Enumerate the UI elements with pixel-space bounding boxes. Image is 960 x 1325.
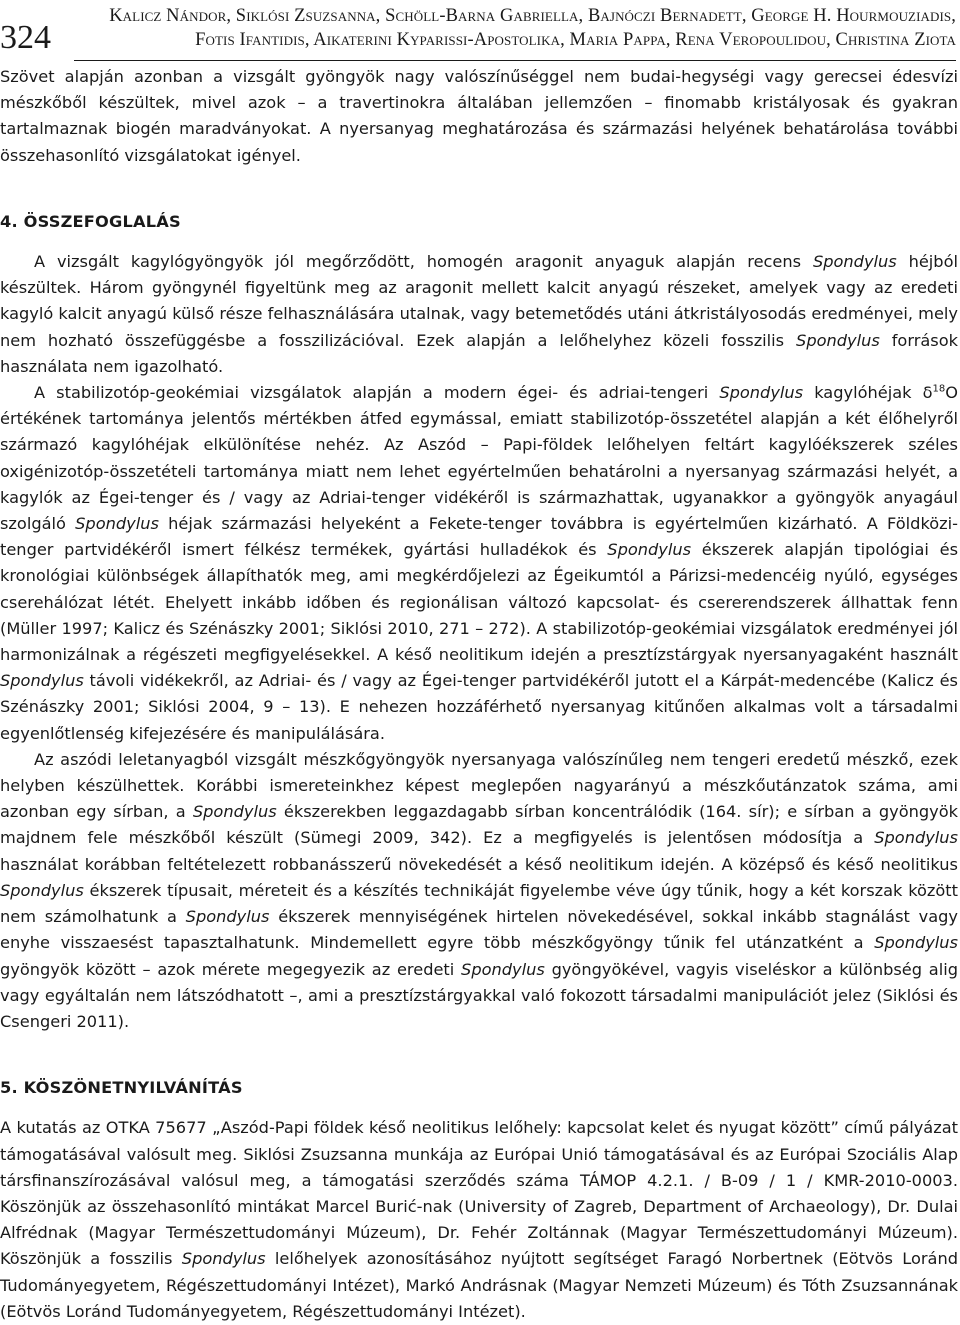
summary-paragraph-3: Az aszódi leletanyagból vizsgált mészkőgyöngyök nyersanyaga valószínűleg nem tengeri eredetű mészkő, ezek helyben készülhettek. Korábbi ismereteinkhez képest meglepően nagyarányú a mészkőutánzatok száma, ami azonban egy sírban, a Spondylus ékszerekben leggazdagabb sírban koncentrálódik (164. sír); e sírban a gyöngyök majdnem fele mészkőből készült (Sümegi 2009, 342). Ez a megfigyelés is jelentősen módosítja a Spondylus használat korábban feltételezett robbanásszerű növekedését a késő neolitikum idején. A középső és késő neolitikus Spondylus ékszerek típusait, méreteit és a készítés technikáját figyelembe véve úgy tűnik, hogy a két korszak között nem számolhatunk a Spondylus ékszerek mennyiségének hirtelen növekedésével, sokkal inkább stagnálást vagy enyhe visszaesést tapasztalhatunk. Mindemellett egyre több mészkőgyöngy tűnik fel utánzatként a Spondylus gyöngyök között – azok mérete megegyezik az eredeti Spondylus gyöngyökével, vagyis viseléskor a különbség alig vagy egyáltalán nem látszódhatott –, ami a presztízstárgyakkal való fokozott társadalmi manipulációt jelez (Siklósi és Csengeri 2011). bbox=[0, 749, 958, 1031]
taxon-name: Spondylus bbox=[874, 828, 958, 848]
header-rule bbox=[74, 60, 956, 61]
taxon-name: Spondylus bbox=[719, 383, 804, 403]
taxon-name: Spondylus bbox=[192, 802, 277, 822]
taxon-name: Spondylus bbox=[812, 252, 897, 272]
page-body bbox=[0, 64, 958, 1325]
acknowledgements-paragraph: A kutatás az OTKA 75677 „Aszód-Papi földek késő neolitikus lelőhely: kapcsolat kelet és nyugat között” című pályázat támogatásával valósult meg. Siklósi Zsuzsanna munkája az Európai Unió támogatásával és az Európai Szociális Alap társfinanszírozásával valósul meg, a támogatási szerződés száma TÁMOP 4.2.1. / B-09 / 1 / KMR-2010-0003. Köszönjük az összehasonlító mintákat Marcel Burić-nak (University of Zagreb, Department of Archaeology), Dr. Dulai Alfrédnak (Magyar Természettudományi Múzeum), Dr. Fehér Zoltánnak (Magyar Természettudományi Múzeum). Köszönjük a fosszilis Spondylus lelőhelyek azonosításához nyújtott segítséget Faragó Norbertnek (Eötvös Loránd Tudományegyetem, Régészettudományi Intézet), Markó Andrásnak (Magyar Nemzeti Múzeum) és Tóth Zsuzsannának (Eötvös Loránd Tudományegyetem, Régészettudományi Intézet). bbox=[0, 1118, 959, 1321]
taxon-name: Spondylus bbox=[607, 540, 692, 560]
taxon-name: Spondylus bbox=[75, 514, 159, 534]
summary-paragraph-2: A stabilizotóp-geokémiai vizsgálatok alapján a modern égei- és adriai-tengeri Spondylus kagylóhéjak $\delta^{18}O$ értékének tartománya jelentős mértékben átfed egymással, emiatt stabilizotóp-összetétel alapján a két élőhelyről származó kagylóhéjak elkülönítése nehéz. Az Aszód – Papi-földek lelőhelyen feltárt kagylóékszerek széles oxigénizotóp-összetételi tartománya miatt nem lehet egyértelműen behatárolni a nyersanyag származási helyét, a kagylók az Égei-tenger és / vagy az Adriai-tenger vidékéről is származhattak, ugyanakkor a gyöngyök anyagául szolgáló Spondylus héjak származási helyeként a Fekete-tenger továbbra is egyértelműen kizárható. A Földközi-tenger partvidékéről ismert félkész termékek, gyártási hulladékok és Spondylus ékszerek alapján tipológiai és kronológiai különbségek állapíthatók meg, ami megkérdőjelezi az Égeikumtól a Párizsi-medencéig nyúló, egységes cserehálózat létét. Ehelyett inkább időben és regionálisan változó kapcsolat- és csererendszerek állhattak fenn (Müller 1997; Kalicz és Szénászky 2001; Siklósi 2010, 271 – 272). A stabilizotóp-geokémiai vizsgálatok eredményei jól harmonizálnak a régészeti megfigyelésekkel. A késő neolitikum idején a presztízstárgyak nyersanyagaként használt Spondylus távoli vidékekről, az Adriai- és / vagy az Égei-tenger partvidékéről jutott el a Kárpát-medencébe (Kalicz és Szénászky 2001; Siklósi 2004, 9 – 13). E nehezen hozzáférhető nyersanyag kitűnően alkalmas volt a társadalmi egyenlőtlenség kifejezésére és manipulálására. bbox=[0, 383, 958, 743]
taxon-name: Spondylus bbox=[185, 907, 270, 927]
isotope-superscript: 18 bbox=[932, 383, 946, 395]
taxon-name: Spondylus bbox=[874, 933, 958, 953]
taxon-name: Spondylus bbox=[796, 330, 880, 350]
summary-paragraph-1: A vizsgált kagylógyöngyök jól megőrződött, homogén aragonit anyaguk alapján recens Spondylus héjból készültek. Három gyöngynél figyeltünk meg az aragonit mellett kalcit anyagú részeket, amelyek vagy az eredeti kagyló kalcit anyagú külső része felhasználására utalnak, vagy betemetődés utáni átkristályosodás eredményei, mely nem hozható összefüggésbe a fosszilizációval. Ezek alapján a lelőhelyhez közeli fosszilis Spondylus források használata nem igazolható. bbox=[0, 252, 958, 376]
taxon-name: Spondylus bbox=[461, 959, 545, 979]
taxon-name: Spondylus bbox=[0, 671, 84, 691]
authors-line-1: Kalicz Nándor, Siklósi Zsuzsanna, Schöll-Barna Gabriella, Bajnóczi Bernadett, George H. Hourmouziadis, bbox=[109, 6, 956, 26]
section-heading-acknowledgements: 5. KÖSZÖNETNYILVÁNÍTÁS bbox=[0, 1078, 243, 1098]
taxon-name: Spondylus bbox=[181, 1249, 266, 1269]
running-header-authors bbox=[74, 4, 956, 52]
section-heading-summary: 4. ÖSSZEFOGLALÁS bbox=[0, 211, 181, 231]
taxon-name: Spondylus bbox=[0, 880, 84, 900]
intro-paragraph: Szövet alapján azonban a vizsgált gyöngyök nagy valószínűséggel nem budai-hegységi vagy gerecsei édesvízi mészkőből készültek, mivel azok – a travertinokra általában jellemzően – finomabb kristályosak és gyakran tartalmaznak biogén maradványokat. A nyersanyag meghatározása és származási helyének behatárolása további összehasonlító vizsgálatokat igényel. bbox=[0, 67, 958, 165]
page-number: 324 bbox=[0, 19, 51, 56]
running-header bbox=[0, 0, 960, 72]
authors-line-2: Fotis Ifantidis, Aikaterini Kyparissi-Apostolika, Maria Pappa, Rena Veropoulidou, Christina Ziota bbox=[195, 30, 956, 50]
